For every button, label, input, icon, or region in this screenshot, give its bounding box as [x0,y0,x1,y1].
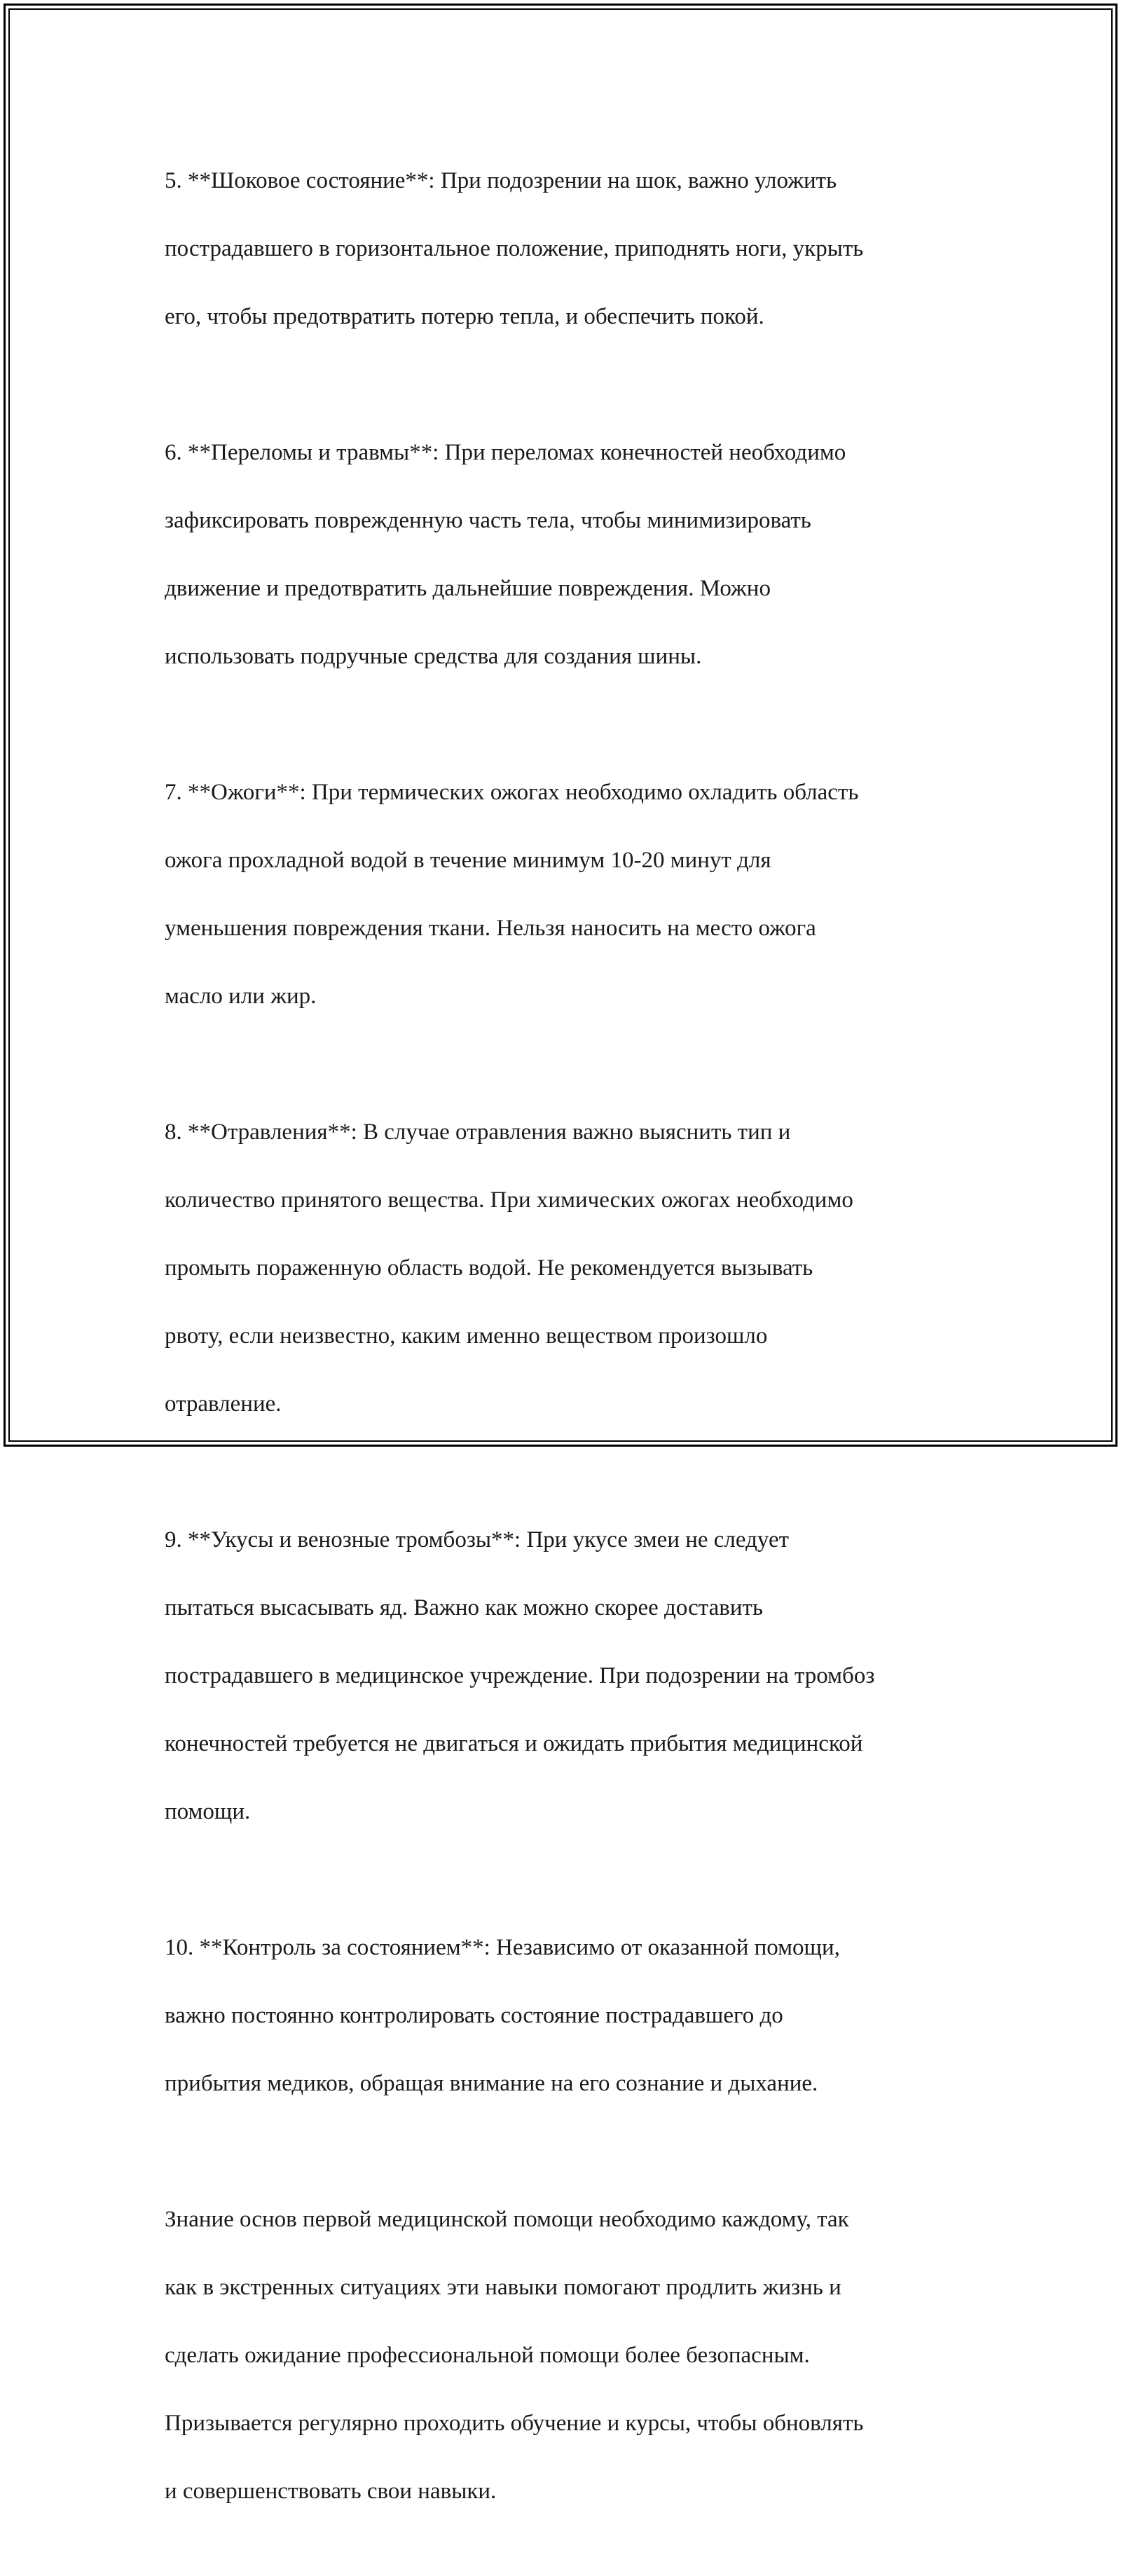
text-line: пострадавшего в горизонтальное положение, приподнять ноги, укрыть [165,235,864,261]
text-line: отравление. [165,1391,282,1417]
text-line: движение и предотвратить дальнейшие повреждения. Можно [165,575,771,601]
text-line: рвоту, если неизвестно, каким именно веществом произошло [165,1323,768,1349]
text-line: сделать ожидание профессиональной помощи более безопасным. [165,2342,810,2368]
text-line: промыть пораженную область водой. Не рекомендуется вызывать [165,1255,813,1281]
paragraph-conclusion [165,2168,963,2542]
text-line: пострадавшего в медицинское учреждение. При подозрении на тромбоз [165,1662,875,1688]
text-line: 6. **Переломы и травмы**: При переломах конечностей необходимо [165,439,846,465]
text-line: 5. **Шоковое состояние**: При подозрении на шок, важно уложить [165,167,837,193]
text-line: 8. **Отравления**: В случае отравления важно выяснить тип и [165,1119,791,1145]
text-line: масло или жир. [165,983,317,1009]
document-body [165,130,963,2576]
paragraph-shock [165,130,963,368]
text-line: количество принятого вещества. При химических ожогах необходимо [165,1187,853,1213]
text-line: использовать подручные средства для создания шины. [165,643,702,669]
text-line: прибытия медиков, обращая внимание на его сознание и дыхание. [165,2070,818,2096]
text-line: конечностей требуется не двигаться и ожидать прибытия медицинской [165,1730,863,1756]
paragraph-poisoning [165,1081,963,1455]
text-line: пытаться высасывать яд. Важно как можно скорее доставить [165,1594,763,1620]
text-line: зафиксировать поврежденную часть тела, чтобы минимизировать [165,507,811,533]
text-line: 9. **Укусы и венозные тромбозы**: При укусе змеи не следует [165,1527,790,1552]
paragraph-fractures [165,401,963,708]
paragraph-bites-thrombosis [165,1489,963,1863]
text-line: помощи. [165,1798,251,1824]
text-line: его, чтобы предотвратить потерю тепла, и обеспечить покой. [165,303,764,329]
text-line: ожога прохладной водой в течение минимум 10-20 минут для [165,847,771,873]
text-line: важно постоянно контролировать состояние пострадавшего до [165,2002,783,2028]
text-line: уменьшения повреждения ткани. Нельзя наносить на место ожога [165,915,816,941]
paragraph-burns [165,741,963,1047]
text-line: Знание основ первой медицинской помощи необходимо каждому, так [165,2206,849,2232]
paragraph-monitoring [165,1896,963,2135]
text-line: как в экстренных ситуациях эти навыки помогают продлить жизнь и [165,2274,841,2300]
text-line: и совершенствовать свои навыки. [165,2478,497,2504]
text-line: 10. **Контроль за состоянием**: Независимо от оказанной помощи, [165,1934,840,1960]
text-line: Призывается регулярно проходить обучение и курсы, чтобы обновлять [165,2410,864,2436]
text-line: 7. **Ожоги**: При термических ожогах необходимо охладить область [165,779,859,805]
